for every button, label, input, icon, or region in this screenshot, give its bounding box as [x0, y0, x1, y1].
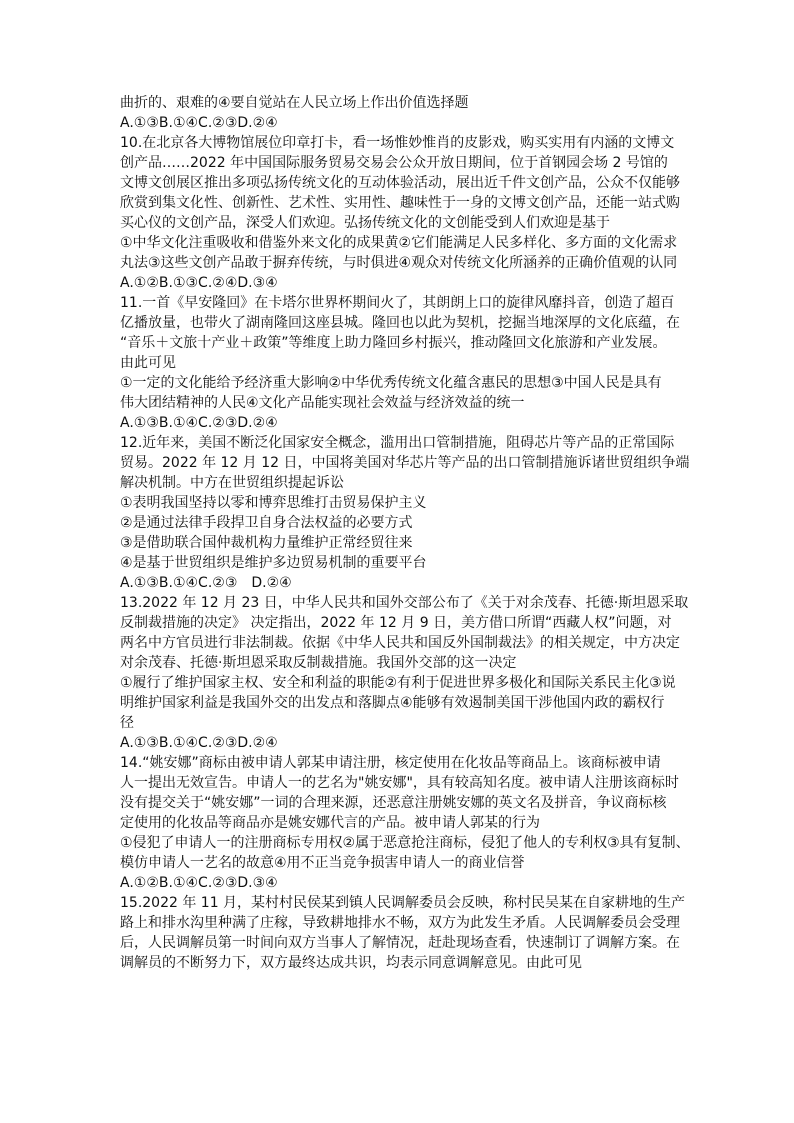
question-choice-line: ②是通过法律手段捍卫自身合法权益的必要方式 — [120, 515, 413, 531]
question-text-line: 定使用的化妆品等商品亦是姚安娜代言的产品。被申请人郭某的行为 — [120, 815, 540, 831]
question-text-line: 反制裁措施的决定》 决定指出，2022 年 12 月 9 日，美方借口所谓“西藏人权”问题，对 — [120, 615, 672, 631]
answer-options: A.①②B.①④C.②③D.③④ — [120, 875, 278, 891]
question-choice-line: ④是基于世贸组织是维护多边贸易机制的重要平台 — [120, 555, 427, 571]
answer-options: A.①②B.①③C.②④D.③④ — [120, 275, 278, 291]
question-text-line: 路上和排水沟里种满了庄稼，导致耕地排水不畅，双方为此发生矛盾。人民调解委员会受理 — [120, 915, 680, 931]
question-choice-line: ①履行了维护国家主权、安全和利益的职能②有利于促进世界多极化和国际关系民主化③说 — [120, 675, 676, 691]
question-text-line: 文博文创展区推出多项弘扬传统文化的互动体验活动，展出近千件文创产品，公众不仅能够 — [120, 175, 680, 191]
question-choice-line: ①侵犯了申请人一的注册商标专用权②属于恶意抢注商标，侵犯了他人的专利权③具有复制、 — [120, 835, 690, 851]
question-text-line: 贸易。2022 年 12 月 12 日，中国将美国对华芯片等产品的出口管制措施诉诸世贸组织争端 — [120, 455, 690, 471]
answer-options: A.①③B.①④C.②③D.②④ — [120, 735, 278, 751]
question-text-line: 后，人民调解员第一时间向双方当事人了解情况，赶赴现场查看，快速制订了调解方案。在 — [120, 935, 680, 951]
question-text-line: 没有提交关于“姚安娜”一词的合理来源，还恶意注册姚安娜的英文名及拼音，争议商标核 — [120, 795, 667, 811]
question-13-stem: 13.2022 年 12 月 23 日，中华人民共和国外交部公布了《关于对余茂春、托德·斯坦恩采取 — [120, 595, 689, 611]
question-choice-line: 明维护国家利益是我国外交的出发点和落脚点④能够有效遏制美国干涉他国内政的霸权行 — [120, 695, 665, 711]
answer-options: A.①③B.①④C.②③D.②④ — [120, 115, 278, 131]
question-choice-line: 丸法③这些文创产品敢于摒弃传统，与时俱进④观众对传统文化所涵养的正确价值观的认同 — [120, 255, 678, 271]
question-text-line: 亿播放量，也带火了湖南隆回这座县城。隆回也以此为契机，挖掘当地深厚的文化底蕴，在 — [120, 315, 680, 331]
question-text-line: 解决机制。中方在世贸组织提起诉讼 — [120, 475, 344, 491]
question-text-line: 两名中方官员进行非法制裁。依据《中华人民共和国反外国制裁法》的相关规定，中方决定 — [120, 635, 680, 651]
question-text-line: 对余茂春、托德·斯坦恩采取反制裁措施。我国外交部的这一决定 — [120, 655, 517, 671]
question-text-line: 创产品……2022 年中国国际服务贸易交易会公众开放日期间，位于首钢园会场 2 号馆的 — [120, 155, 668, 171]
question-text-line: 人一提出无效宣告。申请人一的艺名为"姚安娜"，具有较高知名度。被申请人注册该商标时 — [120, 775, 679, 791]
question-10-stem: 10.在北京各大博物馆展位印章打卡，看一场惟妙惟肖的皮影戏，购买实用有内涵的文博文 — [120, 135, 675, 151]
answer-options: A.①③B.①④C.②③D.②④ — [120, 415, 278, 431]
question-choice-line: ①中华文化注重吸收和借鉴外来文化的成果黄②它们能满足人民多样化、多方面的文化需求 — [120, 235, 678, 251]
question-choice-line: 径 — [120, 715, 134, 731]
question-14-stem: 14.“姚安娜”商标由被申请人郭某申请注册，核定使用在化妆品等商品上。该商标被申请 — [120, 755, 661, 771]
question-choice-line: 模仿申请人一艺名的故意④用不正当竞争损害申请人一的商业信誉 — [120, 855, 525, 871]
question-text-line: “音乐＋文旅十产业＋政策”等维度上助力隆回乡村振兴，推动隆回文化旅游和产业发展。 — [120, 335, 667, 351]
question-choice-line: ①一定的文化能给予经济重大影响②中华优秀传统文化蕴含惠民的思想③中国人民是具有 — [120, 375, 662, 391]
question-choice-line: 伟大团结精神的人民④文化产品能实现社会效益与经济效益的统一 — [120, 395, 525, 411]
question-text-line: 调解员的不断努力下，双方最终达成共识，均表示同意调解意见。由此可见 — [120, 955, 582, 971]
question-text-line: 由此可见 — [120, 355, 176, 371]
question-text-line: 买心仪的文创产品，深受人们欢迎。弘扬传统文化的文创能受到人们欢迎是基于 — [120, 215, 610, 231]
question-choice-line: ①表明我国坚持以零和博弈思维打击贸易保护主义 — [120, 495, 427, 511]
question-15-stem: 15.2022 年 11 月，某村村民侯某到镇人民调解委员会反映，称村民吴某在自家耕地的生产 — [120, 895, 686, 911]
question-text-line: 欣赏到集文化性、创新性、艺术性、实用性、趣味性于一身的文博文创产品，还能一站式购 — [120, 195, 680, 211]
question-choice-line: ③是借助联合国仲裁机构力量维护正常经贸往来 — [120, 535, 413, 551]
question-11-stem: 11.一首《早安隆回》在卡塔尔世界杯期间火了，其朗朗上口的旋律风靡抖音，创造了超百 — [120, 295, 675, 311]
question-text-line: 曲折的、艰难的④要自觉站在人民立场上作出价值选择题 — [120, 95, 469, 111]
question-12-stem: 12.近年来，美国不断泛化国家安全概念，滥用出口管制措施，阻碍芯片等产品的正常国际 — [120, 435, 675, 451]
answer-options: A.①③B.①④C.②③ D.②④ — [120, 575, 292, 591]
exam-page — [120, 93, 690, 973]
